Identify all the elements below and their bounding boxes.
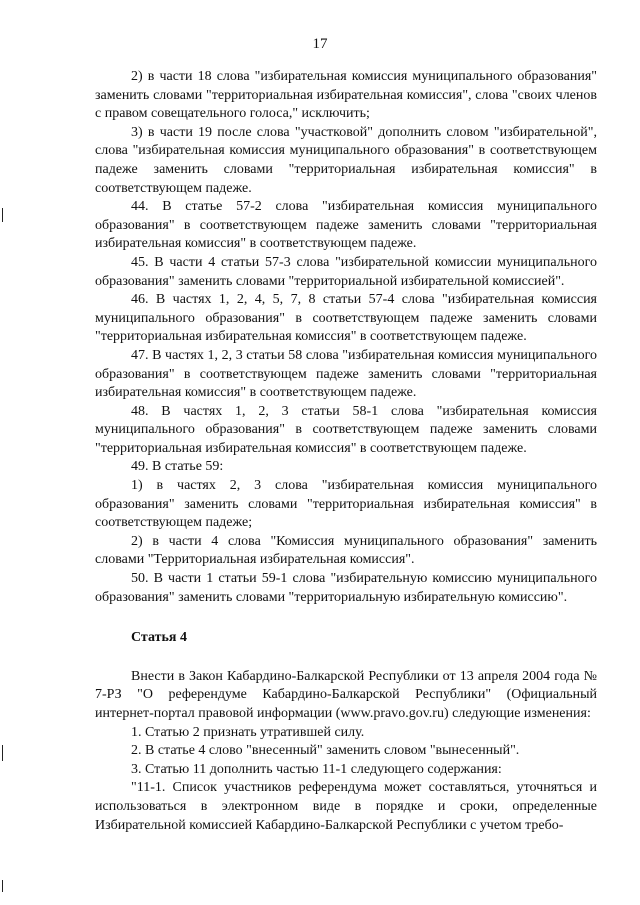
paragraph: 45. В части 4 статьи 57-3 слова "избирательной комиссии муниципального образования" заменить словами "территориальной избирательной комиссией". — [95, 254, 597, 289]
paragraph: 48. В частях 1, 2, 3 статьи 58-1 слова "избирательная комиссия муниципального образования" в соответствующем падеже заменить словами "территориальная избирательная комиссия" в соответствующем падеже. — [95, 403, 597, 456]
paragraph: 50. В части 1 статьи 59-1 слова "избирательную комиссию муниципального образования" заменить словами "территориальную избирательную комиссию". — [95, 571, 597, 605]
paragraph: 3) в части 19 после слова "участковой" дополнить словом "избирательной", слова "избирательная комиссия муниципального образования" в соответствующем падеже заменить словами "территориальная избирательная комиссия" в соответствующем падеже. — [95, 124, 597, 196]
paragraph: 47. В частях 1, 2, 3 статьи 58 слова "избирательная комиссия муниципального образования" в соответствующем падеже заменить словами "территориальная избирательная комиссия" в соответствующем падеже. — [95, 347, 597, 401]
page-number: 17 — [312, 36, 328, 52]
article-heading: Статья 4 — [131, 630, 187, 646]
paragraph: 2) в части 18 слова "избирательная комиссия муниципального образования" заменить словами "территориальная избирательная комиссия", слова "своих членов с правом совещательного голоса," исключить; — [95, 69, 597, 122]
paragraph: 46. В частях 1, 2, 4, 5, 7, 8 статьи 57-4 слова "избирательная комиссия муниципального образования" в соответствующем падеже заменить словами "территориальная избирательная комиссия" в соответствующем падеже. — [95, 292, 597, 345]
scan-edge-mark — [2, 208, 3, 222]
paragraph: 44. В статье 57-2 слова "избирательная комиссия муниципального образования" в соответствующем падеже заменить словами "территориальная избирательная комиссия" в соответствующем падеже. — [95, 199, 597, 252]
paragraph: 49. В статье 59: — [131, 459, 224, 475]
document-body — [95, 68, 597, 835]
paragraph: 2. В статье 4 слово "внесенный" заменить словом "вынесенный". — [131, 743, 520, 759]
paragraph: "11-1. Список участников референдума может составляться, уточняться и использоваться в электронном виде в порядке и сроки, определенные Избирательной комиссией Кабардино-Балкарской Республики с учетом требо- — [95, 780, 597, 833]
paragraph: 2) в части 4 слова "Комиссия муниципального образования" заменить словами "Территориальная избирательная комиссия". — [95, 533, 597, 568]
paragraph: Внести в Закон Кабардино-Балкарской Республики от 13 апреля 2004 года № 7-РЗ "О референдуме Кабардино-Балкарской Республики" (Официальный интернет-портал правовой информации (www.pravo.gov.ru) следующие изменения: — [95, 668, 597, 721]
paragraph: 1. Статью 2 признать утратившей силу. — [131, 724, 365, 740]
scan-edge-mark — [2, 745, 3, 761]
paragraph: 1) в частях 2, 3 слова "избирательная комиссия муниципального образования" заменить словами "территориальная избирательная комиссия" в соответствующем падеже; — [95, 478, 597, 531]
scan-edge-mark — [2, 880, 3, 892]
paragraph: 3. Статью 11 дополнить частью 11-1 следующего содержания: — [131, 761, 502, 777]
